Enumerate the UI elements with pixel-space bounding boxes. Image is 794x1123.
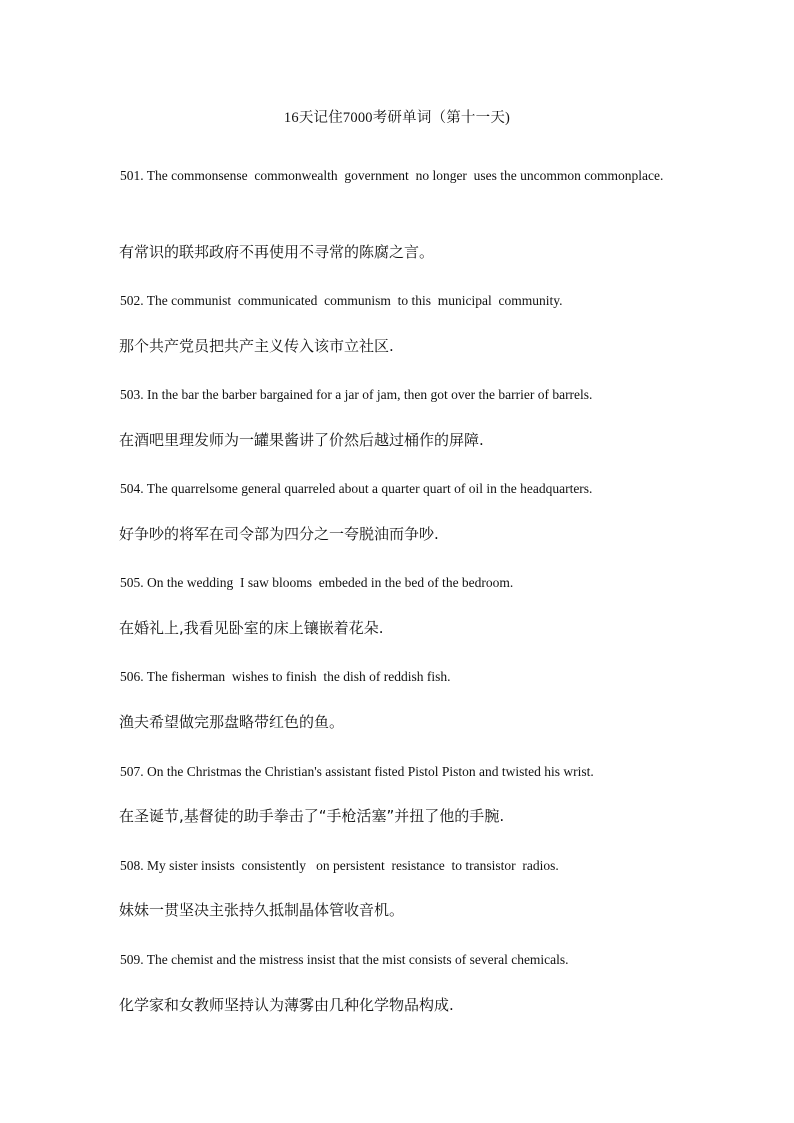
entry-504-english: 504. The quarrelsome general quarreled about a quarter quart of oil in the headquarters. xyxy=(120,481,593,496)
entry-508-english: 508. My sister insists consistently on persistent resistance to transistor radios. xyxy=(120,858,559,873)
entry-506-english: 506. The fisherman wishes to finish the dish of reddish fish. xyxy=(120,669,451,684)
entry-506-chinese: 渔夫希望做完那盘略带红色的鱼。 xyxy=(119,713,345,731)
page-title: 16天记住7000考研单词（第十一天) xyxy=(283,110,511,126)
entry-509-english: 509. The chemist and the mistress insist that the mist consists of several chemicals. xyxy=(120,952,569,967)
entry-501-chinese: 有常识的联邦政府不再使用不寻常的陈腐之言。 xyxy=(119,243,435,261)
entry-501-english: 501. The commonsense commonwealth government no longer uses the uncommon commonplace. xyxy=(120,168,664,183)
entry-507-english: 507. On the Christmas the Christian's assistant fisted Pistol Piston and twisted his wrist. xyxy=(120,764,594,779)
entry-504-chinese: 好争吵的将军在司令部为四分之一夸脱油而争吵. xyxy=(119,525,439,543)
entry-505-chinese: 在婚礼上,我看见卧室的床上镶嵌着花朵. xyxy=(119,619,384,637)
entry-508-chinese: 妹妹一贯坚决主张持久抵制晶体管收音机。 xyxy=(119,901,405,919)
entry-503-english: 503. In the bar the barber bargained for a jar of jam, then got over the barrier of barrels. xyxy=(120,387,593,402)
entry-502-chinese: 那个共产党员把共产主义传入该市立社区. xyxy=(119,337,394,355)
entry-502-english: 502. The communist communicated communism to this municipal community. xyxy=(120,293,563,308)
entry-509-chinese: 化学家和女教师坚持认为薄雾由几种化学物品构成. xyxy=(119,996,454,1014)
entry-503-chinese: 在酒吧里理发师为一罐果酱讲了价然后越过桶作的屏障. xyxy=(119,431,484,449)
entry-505-english: 505. On the wedding I saw blooms embeded in the bed of the bedroom. xyxy=(120,575,514,590)
entry-507-chinese: 在圣诞节,基督徒的助手拳击了“手枪活塞”并扭了他的手腕. xyxy=(119,807,505,825)
